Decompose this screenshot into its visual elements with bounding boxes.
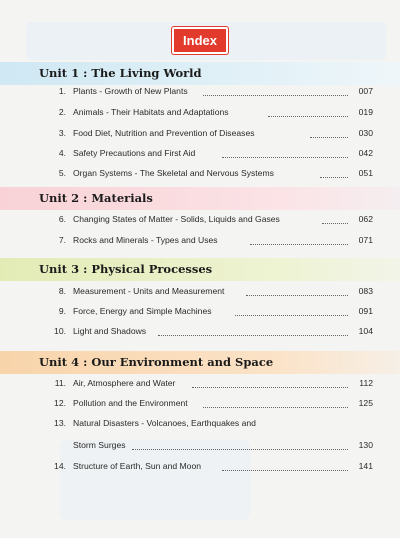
- toc-entry[interactable]: [0, 148, 400, 164]
- toc-entry[interactable]: [0, 214, 400, 230]
- chapter-number: 14.: [54, 461, 66, 471]
- title-area: [0, 27, 400, 54]
- toc-entry[interactable]: [0, 461, 400, 477]
- page-number: 062: [358, 214, 373, 224]
- dot-leader: [250, 244, 348, 245]
- toc-entry[interactable]: [0, 128, 400, 144]
- dot-leader: [158, 335, 348, 336]
- chapter-number: 13.: [54, 418, 66, 428]
- page-number: 130: [358, 440, 373, 450]
- toc-entry[interactable]: [0, 235, 400, 251]
- chapter-title: Changing States of Matter - Solids, Liquids and Gases: [73, 214, 280, 224]
- chapter-number: 3.: [58, 128, 66, 138]
- chapter-number: 12.: [54, 398, 66, 408]
- chapter-title: Light and Shadows: [73, 326, 147, 336]
- chapter-title: Natural Disasters - Volcanoes, Earthquakes and: [73, 418, 256, 428]
- toc-entry[interactable]: [0, 306, 400, 322]
- toc-entry[interactable]: [0, 418, 400, 434]
- toc-entry-continued[interactable]: [0, 440, 400, 456]
- chapter-title-continued: Storm Surges: [73, 440, 126, 450]
- chapter-title: Rocks and Minerals - Types and Uses: [73, 235, 218, 245]
- chapter-title: Food Diet, Nutrition and Prevention of Diseases: [73, 128, 255, 138]
- unit-3-header: Unit 3 : Physical Processes: [0, 258, 400, 281]
- toc-entry[interactable]: [0, 378, 400, 394]
- chapter-title: Measurement - Units and Measurement: [73, 286, 225, 296]
- chapter-number: 1.: [58, 86, 66, 96]
- chapter-title: Plants - Growth of New Plants: [73, 86, 188, 96]
- unit-4-header: Unit 4 : Our Environment and Space: [0, 351, 400, 374]
- chapter-number: 9.: [58, 306, 66, 316]
- page-number: 071: [358, 235, 373, 245]
- page-number: 091: [358, 306, 373, 316]
- chapter-number: 6.: [58, 214, 66, 224]
- toc-entry[interactable]: [0, 326, 400, 342]
- toc-entry[interactable]: [0, 107, 400, 123]
- dot-leader: [192, 387, 348, 388]
- chapter-title: Air, Atmosphere and Water: [73, 378, 176, 388]
- page-number: 104: [358, 326, 373, 336]
- page-number: 112: [359, 378, 373, 388]
- page-number: 051: [358, 168, 373, 178]
- page-number: 125: [358, 398, 373, 408]
- chapter-title: Safety Precautions and First Aid: [73, 148, 196, 158]
- unit-1-header: Unit 1 : The Living World: [0, 62, 400, 85]
- page-number: 141: [358, 461, 373, 471]
- page-number: 030: [358, 128, 373, 138]
- dot-leader: [203, 95, 348, 96]
- chapter-number: 10.: [54, 326, 66, 336]
- page-number: 007: [358, 86, 373, 96]
- dot-leader: [320, 177, 348, 178]
- index-title: Index: [172, 27, 228, 54]
- dot-leader: [246, 295, 348, 296]
- dot-leader: [222, 157, 348, 158]
- page-number: 042: [358, 148, 373, 158]
- page-number: 019: [358, 107, 373, 117]
- chapter-number: 5.: [58, 168, 66, 178]
- dot-leader: [322, 223, 348, 224]
- dot-leader: [268, 116, 348, 117]
- toc-entry[interactable]: [0, 398, 400, 414]
- chapter-title: Force, Energy and Simple Machines: [73, 306, 212, 316]
- dot-leader: [132, 449, 348, 450]
- toc-entry[interactable]: [0, 86, 400, 102]
- chapter-number: 7.: [58, 235, 66, 245]
- dot-leader: [222, 470, 348, 471]
- chapter-title: Organ Systems - The Skeletal and Nervous Systems: [73, 168, 274, 178]
- dot-leader: [203, 407, 348, 408]
- dot-leader: [310, 137, 348, 138]
- unit-2-header: Unit 2 : Materials: [0, 187, 400, 210]
- chapter-title: Pollution and the Environment: [73, 398, 188, 408]
- chapter-title: Animals - Their Habitats and Adaptations: [73, 107, 229, 117]
- chapter-number: 4.: [58, 148, 66, 158]
- toc-entry[interactable]: [0, 168, 400, 184]
- toc-entry[interactable]: [0, 286, 400, 302]
- chapter-number: 8.: [58, 286, 66, 296]
- chapter-number: 11.: [54, 378, 66, 388]
- page-number: 083: [358, 286, 373, 296]
- dot-leader: [235, 315, 348, 316]
- chapter-title: Structure of Earth, Sun and Moon: [73, 461, 202, 471]
- chapter-number: 2.: [58, 107, 66, 117]
